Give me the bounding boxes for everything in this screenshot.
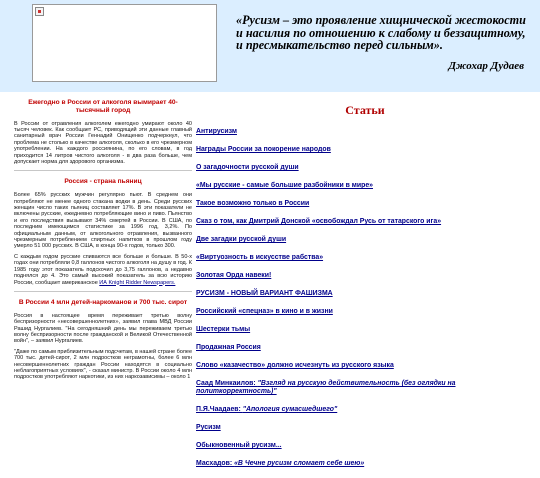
spacer — [200, 352, 530, 362]
article-link[interactable]: Такое возможно только в России — [196, 200, 310, 207]
banner-quote: «Русизм – это проявление хищнической жестокости и насилия по отношению к слабому и беззащитному, и пресмыкательство перед сильным». — [236, 13, 526, 53]
spacer — [200, 172, 530, 182]
spacer — [200, 468, 530, 478]
article-link[interactable]: Русизм — [196, 424, 221, 431]
spacer — [200, 262, 530, 272]
divider — [14, 170, 192, 171]
article-link[interactable]: Две загадки русской души — [196, 236, 287, 243]
spacer — [200, 298, 530, 308]
spacer — [200, 414, 530, 424]
article-link[interactable]: РУСИЗМ - НОВЫЙ ВАРИАНТ ФАШИЗМА — [196, 290, 333, 297]
article-link[interactable]: Антирусизм — [196, 128, 237, 135]
article-link[interactable] — [196, 380, 530, 396]
article-list — [196, 128, 530, 478]
article-link[interactable] — [196, 460, 530, 468]
article-title: "Взгляд на русскую действительность (без оглядки на политкорректность)" — [196, 380, 456, 395]
article-link[interactable]: «Мы русские - самые большие разбойники в мире» — [196, 182, 373, 189]
article-link[interactable]: «Виртуозность в искусстве рабства» — [196, 254, 324, 261]
news-source-link[interactable]: ИА Knight Ridder Newspapers. — [99, 279, 176, 286]
news-paragraph: Россия в настоящее время переживает третью волну беспризорности «несовершеннолетних», заявил глава МВД России Рашид Нургалиев. "На сегодняшний день мы переживаем третью волну беспризорности после гражданской и Великой Отечественной войн", – заявил Нургалиев. — [14, 312, 192, 345]
article-link[interactable]: Слово «казачество» должно исчезнуть из русского языка — [196, 362, 394, 369]
banner-image — [32, 4, 217, 82]
article-link[interactable]: Сказ о том, как Дмитрий Донской «освобождал Русь от татарского ига» — [196, 218, 442, 225]
spacer — [200, 226, 530, 236]
spacer — [200, 334, 530, 344]
broken-image-icon — [35, 7, 44, 16]
divider — [14, 291, 192, 292]
quote-author: Джохар Дудаев — [448, 60, 524, 72]
spacer — [200, 432, 530, 442]
article-link[interactable]: Награды России за покорение народов — [196, 146, 331, 153]
article-author: П.Я.Чаадаев: — [196, 406, 243, 413]
news-paragraph: Более 65% русских мужчин регулярно пьют. В среднем они потребляют не менее одного стакана водки в день. Среди русских женщин число таких пьяниц составляет 17%. В эти показатели не включены русские, ежедневно потребляющие вино и пиво. Пьянство и его последствия вызывают 34% смертей в России. В США, по последним имеющимся статистике за 1996 год, 3,2%. По официальным данным, от алкогольного отравления, вызванного чрезмерным потреблением спиртных напитков в прошлом году умерло 51 000 русских. В США, в конца 90-х годов, только 300. — [14, 192, 192, 250]
news-paragraph: "Даже по самым приблизительным подсчетам, в нашей стране более 700 тыс. детей-сирот, 2 млн подростков неграмотны, более 6 млн несовершеннолетних граждан России находятся в социально неблагоприятных условиях", - сказал министр. В России около 4 млн подростков употребляют наркотики, из них наркозависимы – около 1 — [14, 348, 192, 381]
spacer — [200, 370, 530, 380]
article-link[interactable]: О загадочности русской души — [196, 164, 299, 171]
spacer — [200, 190, 530, 200]
news-title: Ежегодно в России от алкоголя вымирает 40-тысячный город — [28, 99, 178, 114]
spacer — [200, 280, 530, 290]
spacer — [200, 208, 530, 218]
news-column — [14, 92, 192, 405]
spacer — [200, 244, 530, 254]
news-paragraph — [14, 254, 192, 286]
article-title: «В Чечне русизм сломает себе шею» — [234, 460, 365, 467]
header-banner — [0, 0, 540, 92]
news-paragraph-text: С каждым годом русские спиваются все больше и больше. В 50-х годах они потребляли 0,8 галлонов чистого алкоголя на душу в год. К 1985 году этот показатель подскочил до 3,75 галлонов, а недавно поднялся до 4. Это самый высокий показатель за всю историю России, сообщает американское — [14, 253, 192, 286]
news-title: В России 4 млн детей-наркоманов и 700 тыс. сирот — [18, 298, 188, 306]
articles-column — [196, 92, 530, 467]
news-title: Россия - страна пьяниц — [64, 178, 142, 186]
spacer — [200, 154, 530, 164]
article-author: Масхадов: — [196, 460, 235, 467]
article-link[interactable]: Шестерки тьмы — [196, 326, 251, 333]
news-paragraph: В России от отравления алкоголем ежегодно умирают около 40 тысяч человек. Как сообщает РС, приводящий эти данные главный санитарный врач России Геннадий Онищенко подчеркнул, что проблема не столько в качестве алкоголя, сколько в его чрезмерном употреблении. На каждого россиянина, по его словам, в год приходится 14 литров чистого алкоголя - в два раза больше, чем допускает норма для здорового организма. — [14, 120, 192, 166]
article-link[interactable]: Российский «спецназ» в кино и в жизни — [196, 308, 333, 315]
article-link[interactable]: Продажная Россия — [196, 344, 261, 351]
spacer — [200, 136, 530, 146]
spacer — [200, 316, 530, 326]
article-title: "Апология сумасшедшего" — [242, 406, 338, 413]
articles-heading: Статьи — [345, 103, 385, 117]
spacer — [200, 396, 530, 406]
article-link[interactable] — [196, 406, 530, 414]
article-author: Саад Минкаилов: — [196, 380, 258, 387]
spacer — [200, 450, 530, 460]
article-link[interactable]: Обыкновенный русизм... — [196, 442, 282, 449]
article-link[interactable]: Золотая Орда навеки! — [196, 272, 272, 279]
